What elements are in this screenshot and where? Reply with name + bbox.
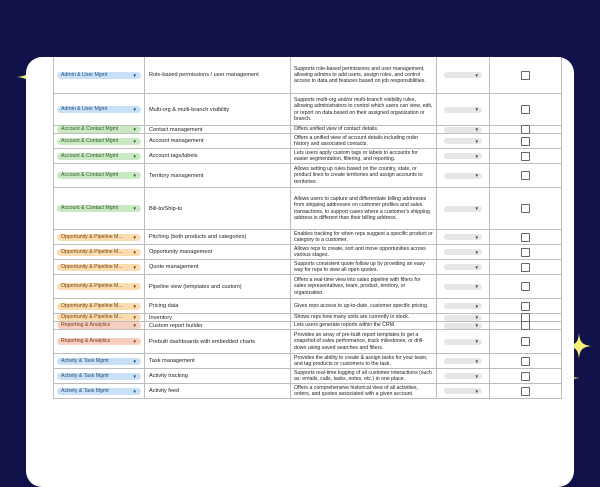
- rating-dropdown[interactable]: [444, 107, 482, 113]
- category-cell: [54, 149, 145, 163]
- rating-dropdown[interactable]: [444, 153, 482, 159]
- table-row: [54, 230, 562, 245]
- description-cell: Allows setting up rules based on the country, state, or product lines to create territories and assign accounts to territories.: [291, 164, 437, 187]
- table-row: [54, 260, 562, 275]
- description-cell: Offers a real-time view into sales pipeline with filters for sales representatives, team, product, territory, or organization.: [291, 275, 437, 298]
- row-checkbox[interactable]: [521, 357, 530, 366]
- chevron-down-icon: ▼: [132, 284, 137, 289]
- chevron-down-icon: ▼: [474, 315, 479, 320]
- row-checkbox[interactable]: [521, 71, 530, 80]
- table-row: [54, 57, 562, 94]
- category-label: Activity & Task Mgmt: [61, 372, 109, 379]
- chevron-down-icon: ▼: [474, 153, 479, 159]
- chevron-down-icon: ▼: [132, 339, 137, 344]
- category-cell: [54, 260, 145, 274]
- category-label: Reporting & Analytics: [61, 322, 111, 328]
- table-row: [54, 188, 562, 230]
- row-checkbox[interactable]: [521, 171, 530, 180]
- table-row: [54, 299, 562, 314]
- rating-dropdown[interactable]: [444, 127, 482, 133]
- feature-cell: Custom report builder: [145, 322, 291, 329]
- rating-cell: [437, 126, 490, 133]
- feature-cell: Multi-org & multi-branch visibility: [145, 94, 291, 125]
- category-cell: [54, 354, 145, 368]
- checkbox-cell: [490, 275, 562, 298]
- category-dropdown[interactable]: [57, 205, 141, 212]
- rating-dropdown[interactable]: [444, 138, 482, 144]
- rating-cell: [437, 188, 490, 229]
- rating-cell: [437, 369, 490, 383]
- rating-dropdown[interactable]: [444, 388, 482, 394]
- checkbox-cell: [490, 314, 562, 321]
- description-cell: Allows reps to create, sort and move opportunities across various stages.: [291, 245, 437, 259]
- feature-cell: Pricing data: [145, 299, 291, 313]
- category-dropdown[interactable]: [57, 338, 141, 345]
- feature-cell: Inventory: [145, 314, 291, 321]
- rating-dropdown[interactable]: [444, 323, 482, 329]
- rating-cell: [437, 275, 490, 298]
- table-row: [54, 354, 562, 369]
- rating-dropdown[interactable]: [444, 206, 482, 212]
- chevron-down-icon: ▼: [132, 173, 137, 178]
- checkbox-cell: [490, 164, 562, 187]
- description-cell: Lets users generate reports within the CRM.: [291, 322, 437, 329]
- category-label: Account & Contact Mgmt: [61, 126, 119, 132]
- category-label: Account & Contact Mgmt: [61, 137, 119, 144]
- category-dropdown[interactable]: [57, 72, 141, 79]
- category-label: Account & Contact Mgmt: [61, 205, 119, 211]
- rating-cell: [437, 134, 490, 148]
- description-cell: Offers a unified view of account details including order history and associated contacts.: [291, 134, 437, 148]
- description-cell: Supports real-time logging of all customer interactions (such as: emails, calls, tasks, notes, etc.) in one place.: [291, 369, 437, 383]
- rating-cell: [437, 94, 490, 125]
- category-dropdown[interactable]: [57, 283, 141, 290]
- feature-cell: Activity feed: [145, 384, 291, 398]
- chevron-down-icon: ▼: [474, 303, 479, 309]
- category-label: Opportunity & Pipeline M...: [61, 314, 123, 320]
- chevron-down-icon: ▼: [474, 127, 479, 132]
- rating-dropdown[interactable]: [444, 315, 482, 321]
- category-dropdown[interactable]: [57, 264, 141, 271]
- checkbox-cell: [490, 299, 562, 313]
- description-cell: Supports multi-org and/or multi-branch visibility rules, allowing administrators to control which users can view, edit, or report on data based on their assigned organization or branch.: [291, 94, 437, 125]
- table-row: [54, 322, 562, 330]
- checkbox-cell: [490, 384, 562, 398]
- category-dropdown[interactable]: [57, 126, 141, 133]
- chevron-down-icon: ▼: [132, 373, 137, 379]
- rating-dropdown[interactable]: [444, 303, 482, 309]
- category-label: Opportunity & Pipeline M...: [61, 283, 123, 289]
- category-label: Reporting & Analytics: [61, 338, 111, 344]
- category-label: Account & Contact Mgmt: [61, 152, 119, 159]
- category-dropdown[interactable]: [57, 303, 141, 310]
- rating-cell: [437, 354, 490, 368]
- row-checkbox[interactable]: [521, 125, 530, 134]
- feature-cell: Account tags/labels: [145, 149, 291, 163]
- category-label: Opportunity & Pipeline M...: [61, 248, 123, 255]
- feature-cell: Contact management: [145, 126, 291, 133]
- rating-cell: [437, 149, 490, 163]
- description-cell: Lets users apply custom tags or labels to accounts for easier segmentation, filtering, and reporting.: [291, 149, 437, 163]
- category-cell: [54, 322, 145, 329]
- rating-dropdown[interactable]: [444, 264, 482, 270]
- chevron-down-icon: ▼: [132, 127, 137, 132]
- chevron-down-icon: ▼: [474, 173, 479, 178]
- checkbox-cell: [490, 369, 562, 383]
- chevron-down-icon: ▼: [132, 72, 137, 78]
- rating-dropdown[interactable]: [444, 373, 482, 379]
- category-label: Account & Contact Mgmt: [61, 172, 119, 178]
- description-cell: Shows reps how many units are currently in stock.: [291, 314, 437, 321]
- chevron-down-icon: ▼: [474, 249, 479, 255]
- rating-dropdown[interactable]: [444, 358, 482, 364]
- row-checkbox[interactable]: [521, 387, 530, 396]
- category-cell: [54, 57, 145, 93]
- category-dropdown[interactable]: [57, 322, 141, 329]
- rating-cell: [437, 245, 490, 259]
- category-dropdown[interactable]: [57, 373, 141, 380]
- table-row: [54, 330, 562, 354]
- category-label: Opportunity & Pipeline M...: [61, 233, 123, 240]
- category-label: Opportunity & Pipeline M...: [61, 263, 123, 270]
- row-checkbox[interactable]: [521, 282, 530, 291]
- feature-cell: Quote management: [145, 260, 291, 274]
- rating-cell: [437, 230, 490, 244]
- category-label: Admin & User Mgmt: [61, 106, 108, 112]
- category-label: Activity & Task Mgmt: [61, 357, 109, 364]
- feature-cell: Pitching (both products and categories): [145, 230, 291, 244]
- table-row: [54, 314, 562, 322]
- row-checkbox[interactable]: [521, 204, 530, 213]
- rating-dropdown[interactable]: [444, 173, 482, 179]
- chevron-down-icon: ▼: [132, 264, 137, 270]
- rating-cell: [437, 164, 490, 187]
- checkbox-cell: [490, 134, 562, 148]
- row-checkbox[interactable]: [521, 233, 530, 242]
- category-cell: [54, 314, 145, 321]
- category-cell: [54, 299, 145, 313]
- chevron-down-icon: ▼: [474, 323, 479, 328]
- checkbox-cell: [490, 245, 562, 259]
- chevron-down-icon: ▼: [474, 388, 479, 394]
- chevron-down-icon: ▼: [132, 249, 137, 255]
- feature-cell: Task management: [145, 354, 291, 368]
- description-cell: Supports role-based permissions and user management, allowing admins to add users, assign roles, and control access to data and features based on job responsibilities.: [291, 57, 437, 93]
- rating-cell: [437, 57, 490, 93]
- category-cell: [54, 230, 145, 244]
- category-cell: [54, 94, 145, 125]
- checkbox-cell: [490, 188, 562, 229]
- category-cell: [54, 384, 145, 398]
- rating-dropdown[interactable]: [444, 284, 482, 290]
- chevron-down-icon: ▼: [132, 206, 137, 211]
- table-row: [54, 134, 562, 149]
- chevron-down-icon: ▼: [132, 323, 137, 328]
- rating-cell: [437, 384, 490, 398]
- category-dropdown[interactable]: [57, 249, 141, 256]
- feature-cell: Account management: [145, 134, 291, 148]
- checkbox-cell: [490, 322, 562, 329]
- feature-table: [53, 57, 562, 399]
- table-row: [54, 275, 562, 299]
- spreadsheet-card: [26, 57, 574, 487]
- row-checkbox[interactable]: [521, 321, 530, 330]
- description-cell: Gives reps access to up-to-date, customer specific pricing.: [291, 299, 437, 313]
- category-cell: [54, 330, 145, 353]
- category-dropdown[interactable]: [57, 153, 141, 160]
- chevron-down-icon: ▼: [132, 315, 137, 320]
- row-checkbox[interactable]: [521, 248, 530, 257]
- row-checkbox[interactable]: [521, 137, 530, 146]
- category-cell: [54, 369, 145, 383]
- table-row: [54, 126, 562, 134]
- category-dropdown[interactable]: [57, 358, 141, 365]
- checkbox-cell: [490, 149, 562, 163]
- chevron-down-icon: ▼: [132, 303, 137, 309]
- chevron-down-icon: ▼: [474, 264, 479, 270]
- rating-cell: [437, 314, 490, 321]
- chevron-down-icon: ▼: [474, 138, 479, 144]
- table-row: [54, 369, 562, 384]
- row-checkbox[interactable]: [521, 372, 530, 381]
- chevron-down-icon: ▼: [474, 72, 479, 78]
- chevron-down-icon: ▼: [132, 234, 137, 240]
- table-row: [54, 94, 562, 126]
- checkbox-cell: [490, 354, 562, 368]
- chevron-down-icon: ▼: [132, 138, 137, 144]
- rating-cell: [437, 260, 490, 274]
- chevron-down-icon: ▼: [474, 284, 479, 289]
- description-cell: Offers a comprehensive historical view of all activities, orders, and quotes associated with a given account.: [291, 384, 437, 398]
- rating-cell: [437, 299, 490, 313]
- feature-cell: Role-based permissions / user management: [145, 57, 291, 93]
- checkbox-cell: [490, 57, 562, 93]
- description-cell: Supports consistent quote follow up by providing an easy way for reps to view all open quotes.: [291, 260, 437, 274]
- category-dropdown[interactable]: [57, 172, 141, 179]
- category-cell: [54, 134, 145, 148]
- chevron-down-icon: ▼: [132, 388, 137, 394]
- category-dropdown[interactable]: [57, 234, 141, 241]
- chevron-down-icon: ▼: [132, 153, 137, 159]
- feature-cell: Prebuilt dashboards with embedded charts: [145, 330, 291, 353]
- rating-dropdown[interactable]: [444, 72, 482, 78]
- checkbox-cell: [490, 260, 562, 274]
- description-cell: Provides an array of pre-built report templates to get a snapshot of sales performance, track milestones, or drill-down using saved searches and filters.: [291, 330, 437, 353]
- rating-dropdown[interactable]: [444, 234, 482, 240]
- description-cell: Offers unified view of contact details.: [291, 126, 437, 133]
- table-row: [54, 245, 562, 260]
- rating-cell: [437, 322, 490, 329]
- category-dropdown[interactable]: [57, 388, 141, 395]
- chevron-down-icon: ▼: [474, 107, 479, 112]
- category-label: Opportunity & Pipeline M...: [61, 302, 123, 309]
- feature-cell: Opportunity management: [145, 245, 291, 259]
- feature-cell: Territory management: [145, 164, 291, 187]
- category-dropdown[interactable]: [57, 314, 141, 321]
- table-row: [54, 149, 562, 164]
- category-label: Admin & User Mgmt: [61, 71, 108, 78]
- category-label: Activity & Task Mgmt: [61, 387, 109, 394]
- chevron-down-icon: ▼: [474, 358, 479, 364]
- category-cell: [54, 188, 145, 229]
- row-checkbox[interactable]: [521, 152, 530, 161]
- chevron-down-icon: ▼: [132, 107, 137, 112]
- row-checkbox[interactable]: [521, 263, 530, 272]
- checkbox-cell: [490, 230, 562, 244]
- checkbox-cell: [490, 126, 562, 133]
- description-cell: Provides the ability to create & assign tasks for your team, and tag products or customers to the task.: [291, 354, 437, 368]
- row-checkbox[interactable]: [521, 337, 530, 346]
- row-checkbox[interactable]: [521, 302, 530, 311]
- chevron-down-icon: ▼: [474, 234, 479, 240]
- table-row: [54, 384, 562, 399]
- category-dropdown[interactable]: [57, 106, 141, 113]
- checkbox-cell: [490, 330, 562, 353]
- description-cell: Allows users to capture and differentiate billing addresses from shipping addresses on customer profiles and sales transactions, to support cases where a customer's shipping address is different than their billing address.: [291, 188, 437, 229]
- checkbox-cell: [490, 94, 562, 125]
- category-cell: [54, 164, 145, 187]
- rating-dropdown[interactable]: [444, 249, 482, 255]
- chevron-down-icon: ▼: [474, 206, 479, 211]
- row-checkbox[interactable]: [521, 105, 530, 114]
- category-cell: [54, 275, 145, 298]
- rating-cell: [437, 330, 490, 353]
- category-dropdown[interactable]: [57, 138, 141, 145]
- description-cell: Enables tracking for when reps suggest a specific product or category to a customer.: [291, 230, 437, 244]
- feature-cell: Activity tracking: [145, 369, 291, 383]
- category-cell: [54, 126, 145, 133]
- category-cell: [54, 245, 145, 259]
- rating-dropdown[interactable]: [444, 339, 482, 345]
- chevron-down-icon: ▼: [474, 339, 479, 344]
- chevron-down-icon: ▼: [474, 373, 479, 379]
- feature-cell: Bill-to/Ship-to: [145, 188, 291, 229]
- chevron-down-icon: ▼: [132, 358, 137, 364]
- table-row: [54, 164, 562, 188]
- feature-cell: Pipeline view (templates and custom): [145, 275, 291, 298]
